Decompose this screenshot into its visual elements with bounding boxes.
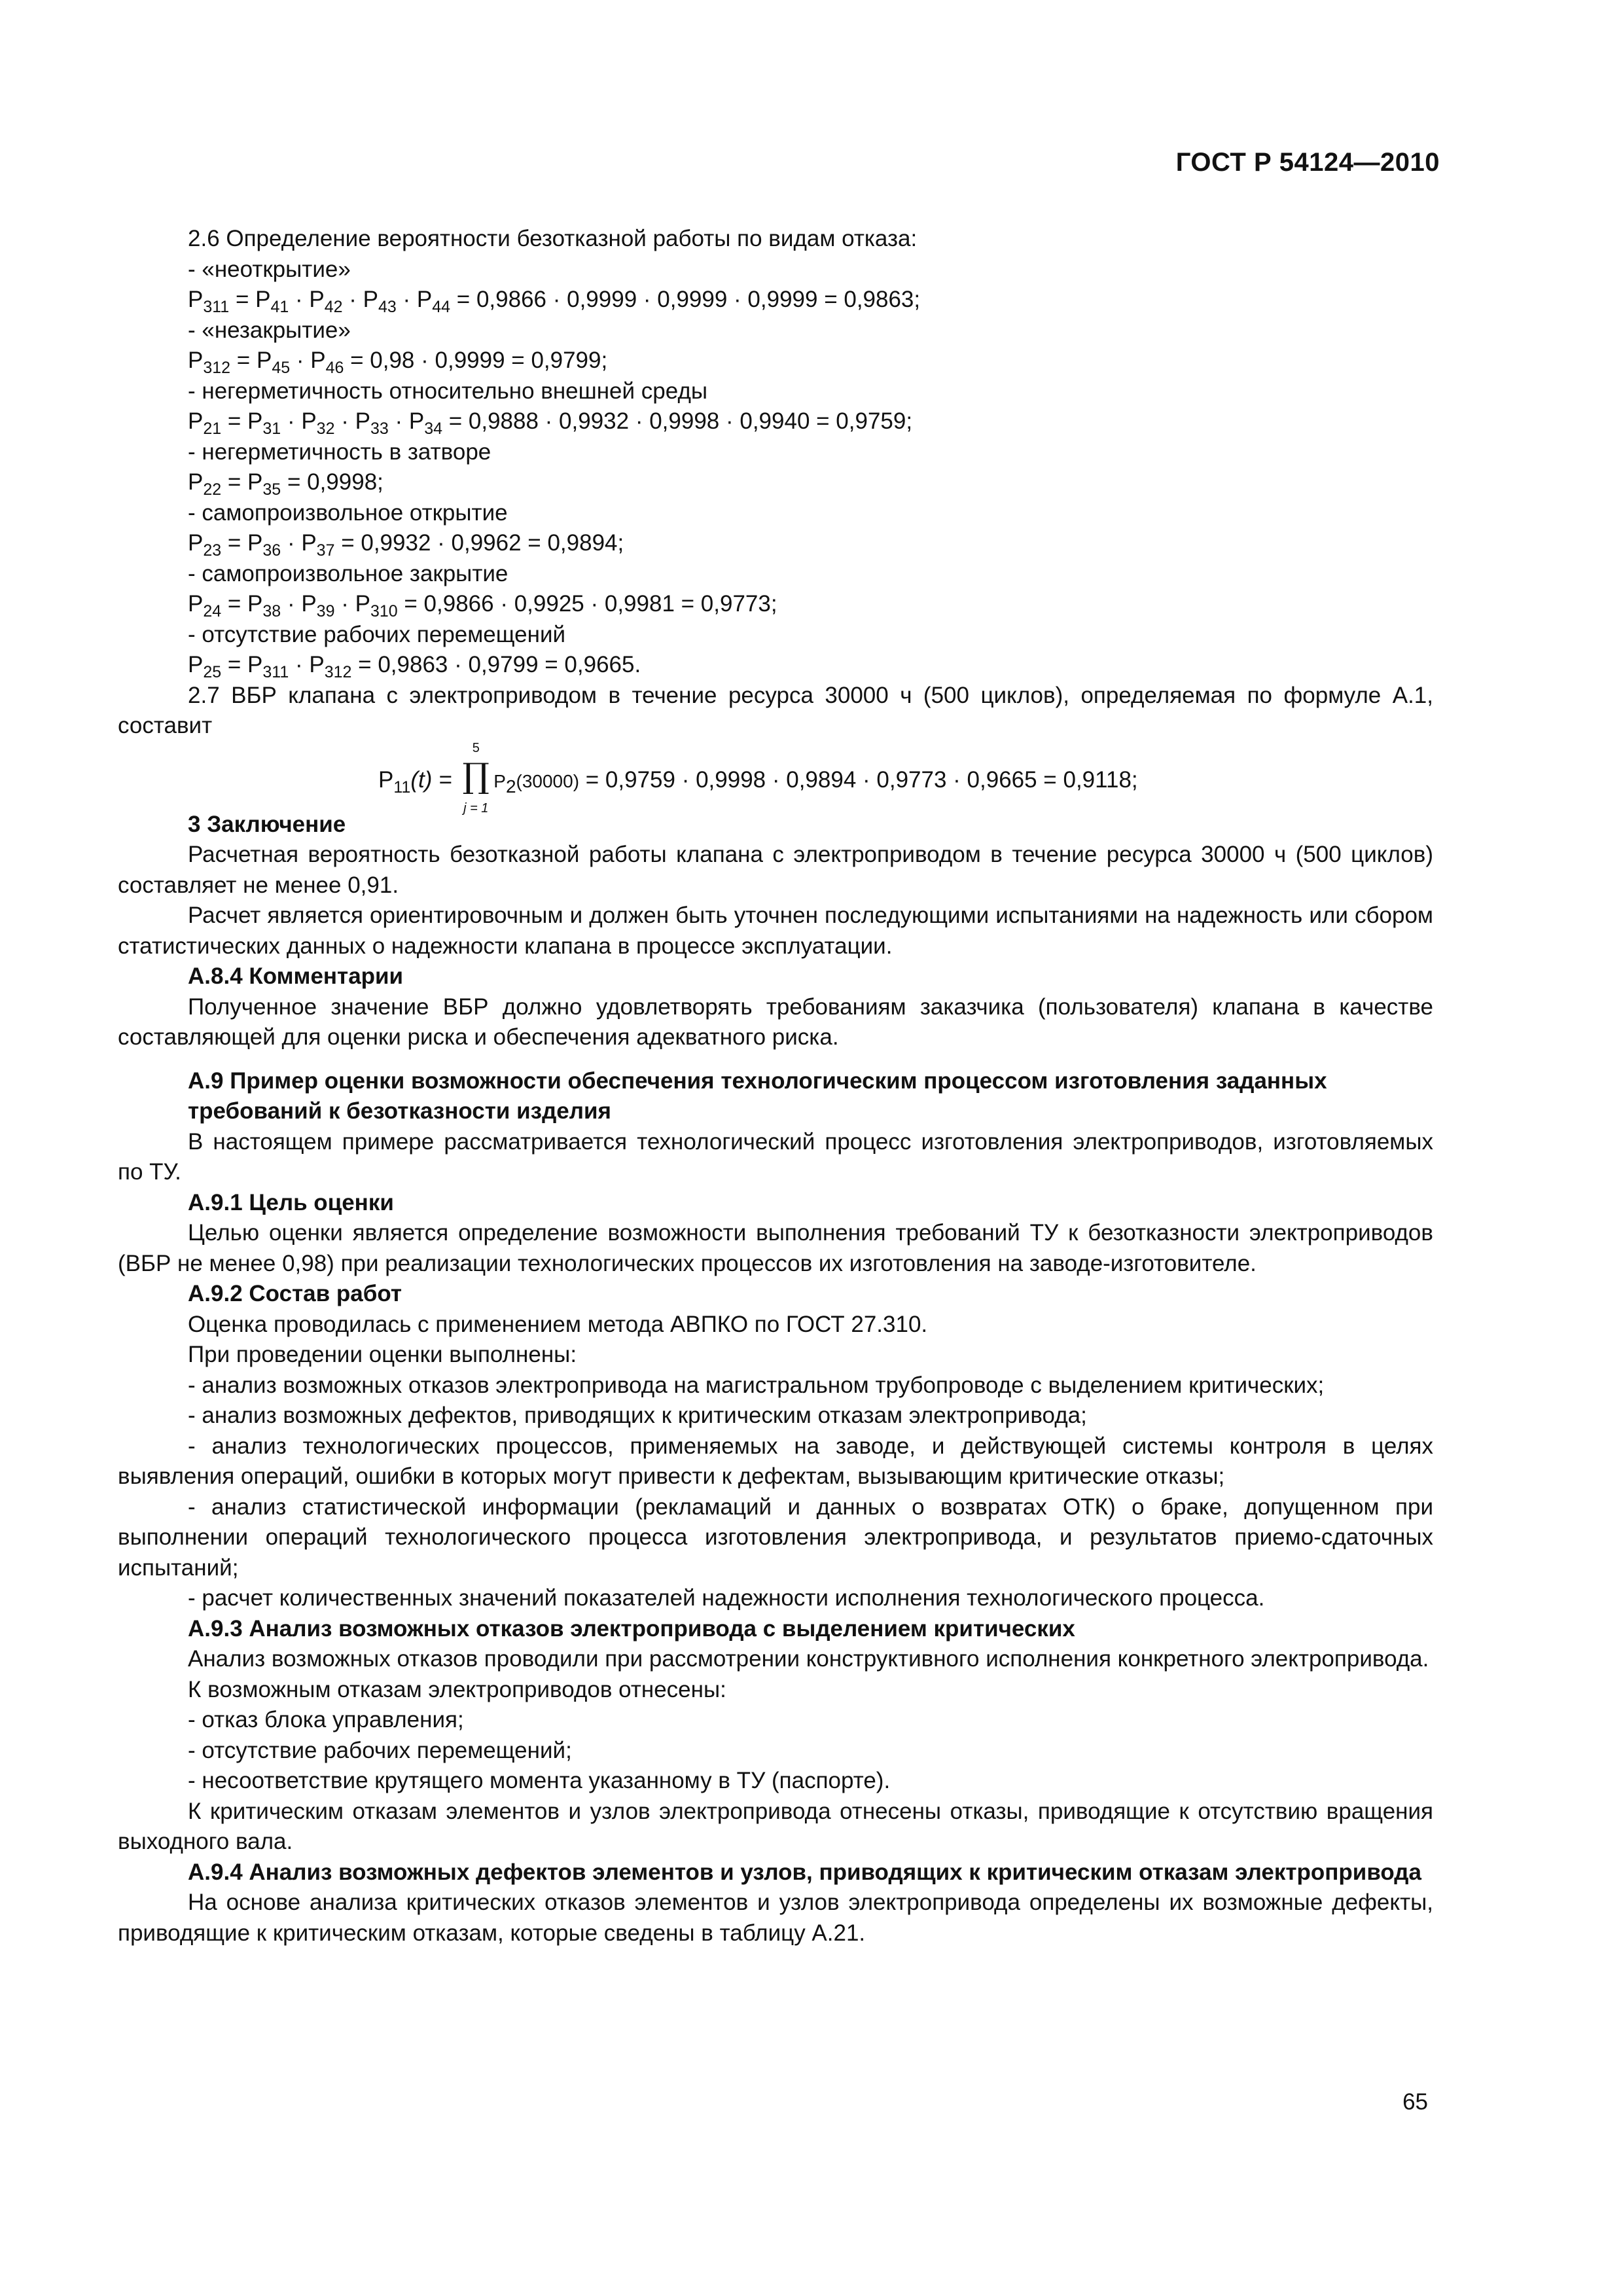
a84-p1: Полученное значение ВБР должно удовлетворять требованиям заказчика (пользователя) клапана в качестве составляющей для оценки риска и обеспечения адекватного риска. xyxy=(118,994,1433,1050)
prod-arg-sub: 2 xyxy=(505,776,516,797)
sec26-title: 2.6 Определение вероятности безотказной работы по видам отказа: xyxy=(188,226,918,251)
p23-result: = 0,9932 · 0,9962 = 0,9894; xyxy=(334,530,624,556)
a92-title: А.9.2 Состав работ xyxy=(188,1281,402,1306)
sec3-p2: Расчет является ориентировочным и должен быть уточнен последующими испытаниями на надежность или сбором статистических данных о надежности клапана в процессе эксплуатации. xyxy=(118,903,1433,959)
neotkr-label: - «неоткрытие» xyxy=(188,256,351,282)
p11-result: = 0,9759 · 0,9998 · 0,9894 · 0,9773 · 0,9665 = 0,9118; xyxy=(579,766,1138,793)
seat-label: - негерметичность в затворе xyxy=(188,439,491,465)
sec3-p1: Расчетная вероятность безотказной работы клапана с электроприводом в течение ресурса 30000 ч (500 циклов) составляет не менее 0,91. xyxy=(118,842,1433,898)
a92-item: - расчет количественных значений показателей надежности исполнения технологического процесса. xyxy=(188,1585,1265,1611)
product-upper-limit: 5 xyxy=(472,740,480,755)
p22-result: = 0,9998; xyxy=(281,469,383,495)
doc-code-header: ГОСТ Р 54124—2010 xyxy=(1175,148,1440,177)
p25-result: = 0,9863 · 0,9799 = 0,9665. xyxy=(351,652,641,677)
a92-p1: Оценка проводилась с применением метода АВПКО по ГОСТ 27.310. xyxy=(188,1311,928,1337)
a9-p1: В настоящем примере рассматривается технологический процесс изготовления электроприводов, изготовляемых по ТУ. xyxy=(118,1128,1433,1185)
a92-item: - анализ возможных дефектов, приводящих к критическим отказам электропривода; xyxy=(188,1403,1087,1428)
sec3-title: 3 Заключение xyxy=(188,811,346,837)
p312-result: = 0,98 · 0,9999 = 0,9799; xyxy=(344,348,608,373)
a92-p2: При проведении оценки выполнены: xyxy=(188,1342,577,1367)
a93-item: - несоответствие крутящего момента указанному в ТУ (паспорте). xyxy=(188,1768,891,1793)
page-number: 65 xyxy=(1402,2089,1428,2115)
p311-result: = 0,9866 · 0,9999 · 0,9999 · 0,9999 = 0,9863; xyxy=(450,287,921,312)
page-content xyxy=(118,224,1433,1948)
product-lower-limit: j = 1 xyxy=(463,801,489,816)
p312-formula: $P_{312} = P_{45} \cdot P_{46} = 0,98 \cdot 0,9999 = 0,9799$; xyxy=(188,348,608,377)
a94-p1: На основе анализа критических отказов элементов и узлов электропривода определены их возможные дефекты, приводящие к критическим отказам, которые сведены в таблицу А.21. xyxy=(118,1890,1433,1946)
a93-item: - отсутствие рабочих перемещений; xyxy=(188,1737,572,1763)
a93-p3: К критическим отказам элементов и узлов электропривода отнесены отказы, приводящие к отсутствию вращения выходного вала. xyxy=(118,1798,1433,1854)
nomove-label: - отсутствие рабочих перемещений xyxy=(188,621,566,647)
p24-result: = 0,9866 · 0,9925 · 0,9981 = 0,9773; xyxy=(397,591,777,617)
a93-item: - отказ блока управления; xyxy=(188,1707,464,1732)
p21-formula: $P_{21} = P_{31} \cdot P_{32} \cdot P_{33} \cdot P_{34} = 0,9888 \cdot 0,9932 \cdot 0,9998 \cdot 0,9940 = 0,9759$; xyxy=(188,408,913,438)
p24-formula: $P_{24} = P_{38} \cdot P_{39} \cdot P_{310} = 0,9866 \cdot 0,9925 \cdot 0,9981 = 0,9773$; xyxy=(188,591,777,620)
a9-title-line2: требований к безотказности изделия xyxy=(188,1098,611,1124)
selfclose-label: - самопроизвольное закрытие xyxy=(188,560,508,586)
prod-arg: P xyxy=(493,770,506,791)
a84-title: А.8.4 Комментарии xyxy=(188,963,404,989)
p311-formula: $P_{311} = P_{41} \cdot P_{42} \cdot P_{43} \cdot P_{44} = 0,9866 \cdot 0,9999 \cdot 0,9999 \cdot 0,9999 = 0,9863$; xyxy=(188,287,921,316)
p11-formula xyxy=(118,740,1433,816)
p22-formula: $P_{22} = P_{35} = 0,9998$; xyxy=(188,469,383,499)
selfopen-label: - самопроизвольное открытие xyxy=(188,499,508,526)
p21-result: = 0,9888 · 0,9932 · 0,9998 · 0,9940 = 0,9759; xyxy=(442,408,913,434)
a93-p1: Анализ возможных отказов проводили при рассмотрении конструктивного исполнения конкретного электропривода. xyxy=(188,1646,1429,1672)
a92-item: - анализ возможных отказов электропривода на магистральном трубопроводе с выделением критических; xyxy=(188,1372,1325,1398)
p11-lhs-t: (t) = xyxy=(410,766,459,793)
prod-arg-rest: (30000) xyxy=(516,770,580,791)
a91-title: А.9.1 Цель оценки xyxy=(188,1189,394,1215)
a9-title xyxy=(118,1066,1433,1127)
nezakr-label: - «незакрытие» xyxy=(188,317,351,343)
p11-lhs-p: P xyxy=(378,766,394,793)
a92-item: - анализ технологических процессов, применяемых на заводе, и действующей системы контроля в целях выявления операций, ошибки в которых могут привести к дефектам, вызывающим критические отказы; xyxy=(118,1433,1433,1489)
a94-title: А.9.4 Анализ возможных дефектов элементов и узлов, приводящих к критическим отказам электропривода xyxy=(188,1859,1421,1885)
a9-title-line1: А.9 Пример оценки возможности обеспечения технологическим процессом изготовления заданных xyxy=(188,1067,1327,1094)
p11-lhs-sub: 11 xyxy=(393,778,411,797)
p25-formula: $P_{25} = P_{311} \cdot P_{312} = 0,9863 \cdot 0,9799 = 0,9665$. xyxy=(188,652,641,681)
p23-formula: $P_{23} = P_{36} \cdot P_{37} = 0,9932 \cdot 0,9962 = 0,9894$; xyxy=(188,530,624,560)
product-operator: 5 ∏ j = 1 xyxy=(461,761,491,796)
a93-title: А.9.3 Анализ возможных отказов электропривода с выделением критических xyxy=(188,1615,1075,1641)
a92-item: - анализ статистической информации (рекламаций и данных о возвратах ОТК) о браке, допущенном при выполнении операций технологического процесса изготовления электропривода, и результатов приемо-сдаточных испытаний; xyxy=(118,1494,1433,1581)
a91-p1: Целью оценки является определение возможности выполнения требований ТУ к безотказности электроприводов (ВБР не менее 0,98) при реализации технологических процессов их изготовления на заводе-изготовителе. xyxy=(118,1220,1433,1276)
a93-p2: К возможным отказам электроприводов отнесены: xyxy=(188,1676,726,1702)
sec27-text: 2.7 ВБР клапана с электроприводом в течение ресурса 30000 ч (500 циклов), определяемая по формуле А.1, составит xyxy=(118,682,1433,738)
ext-label: - негерметичность относительно внешней среды xyxy=(188,378,708,404)
